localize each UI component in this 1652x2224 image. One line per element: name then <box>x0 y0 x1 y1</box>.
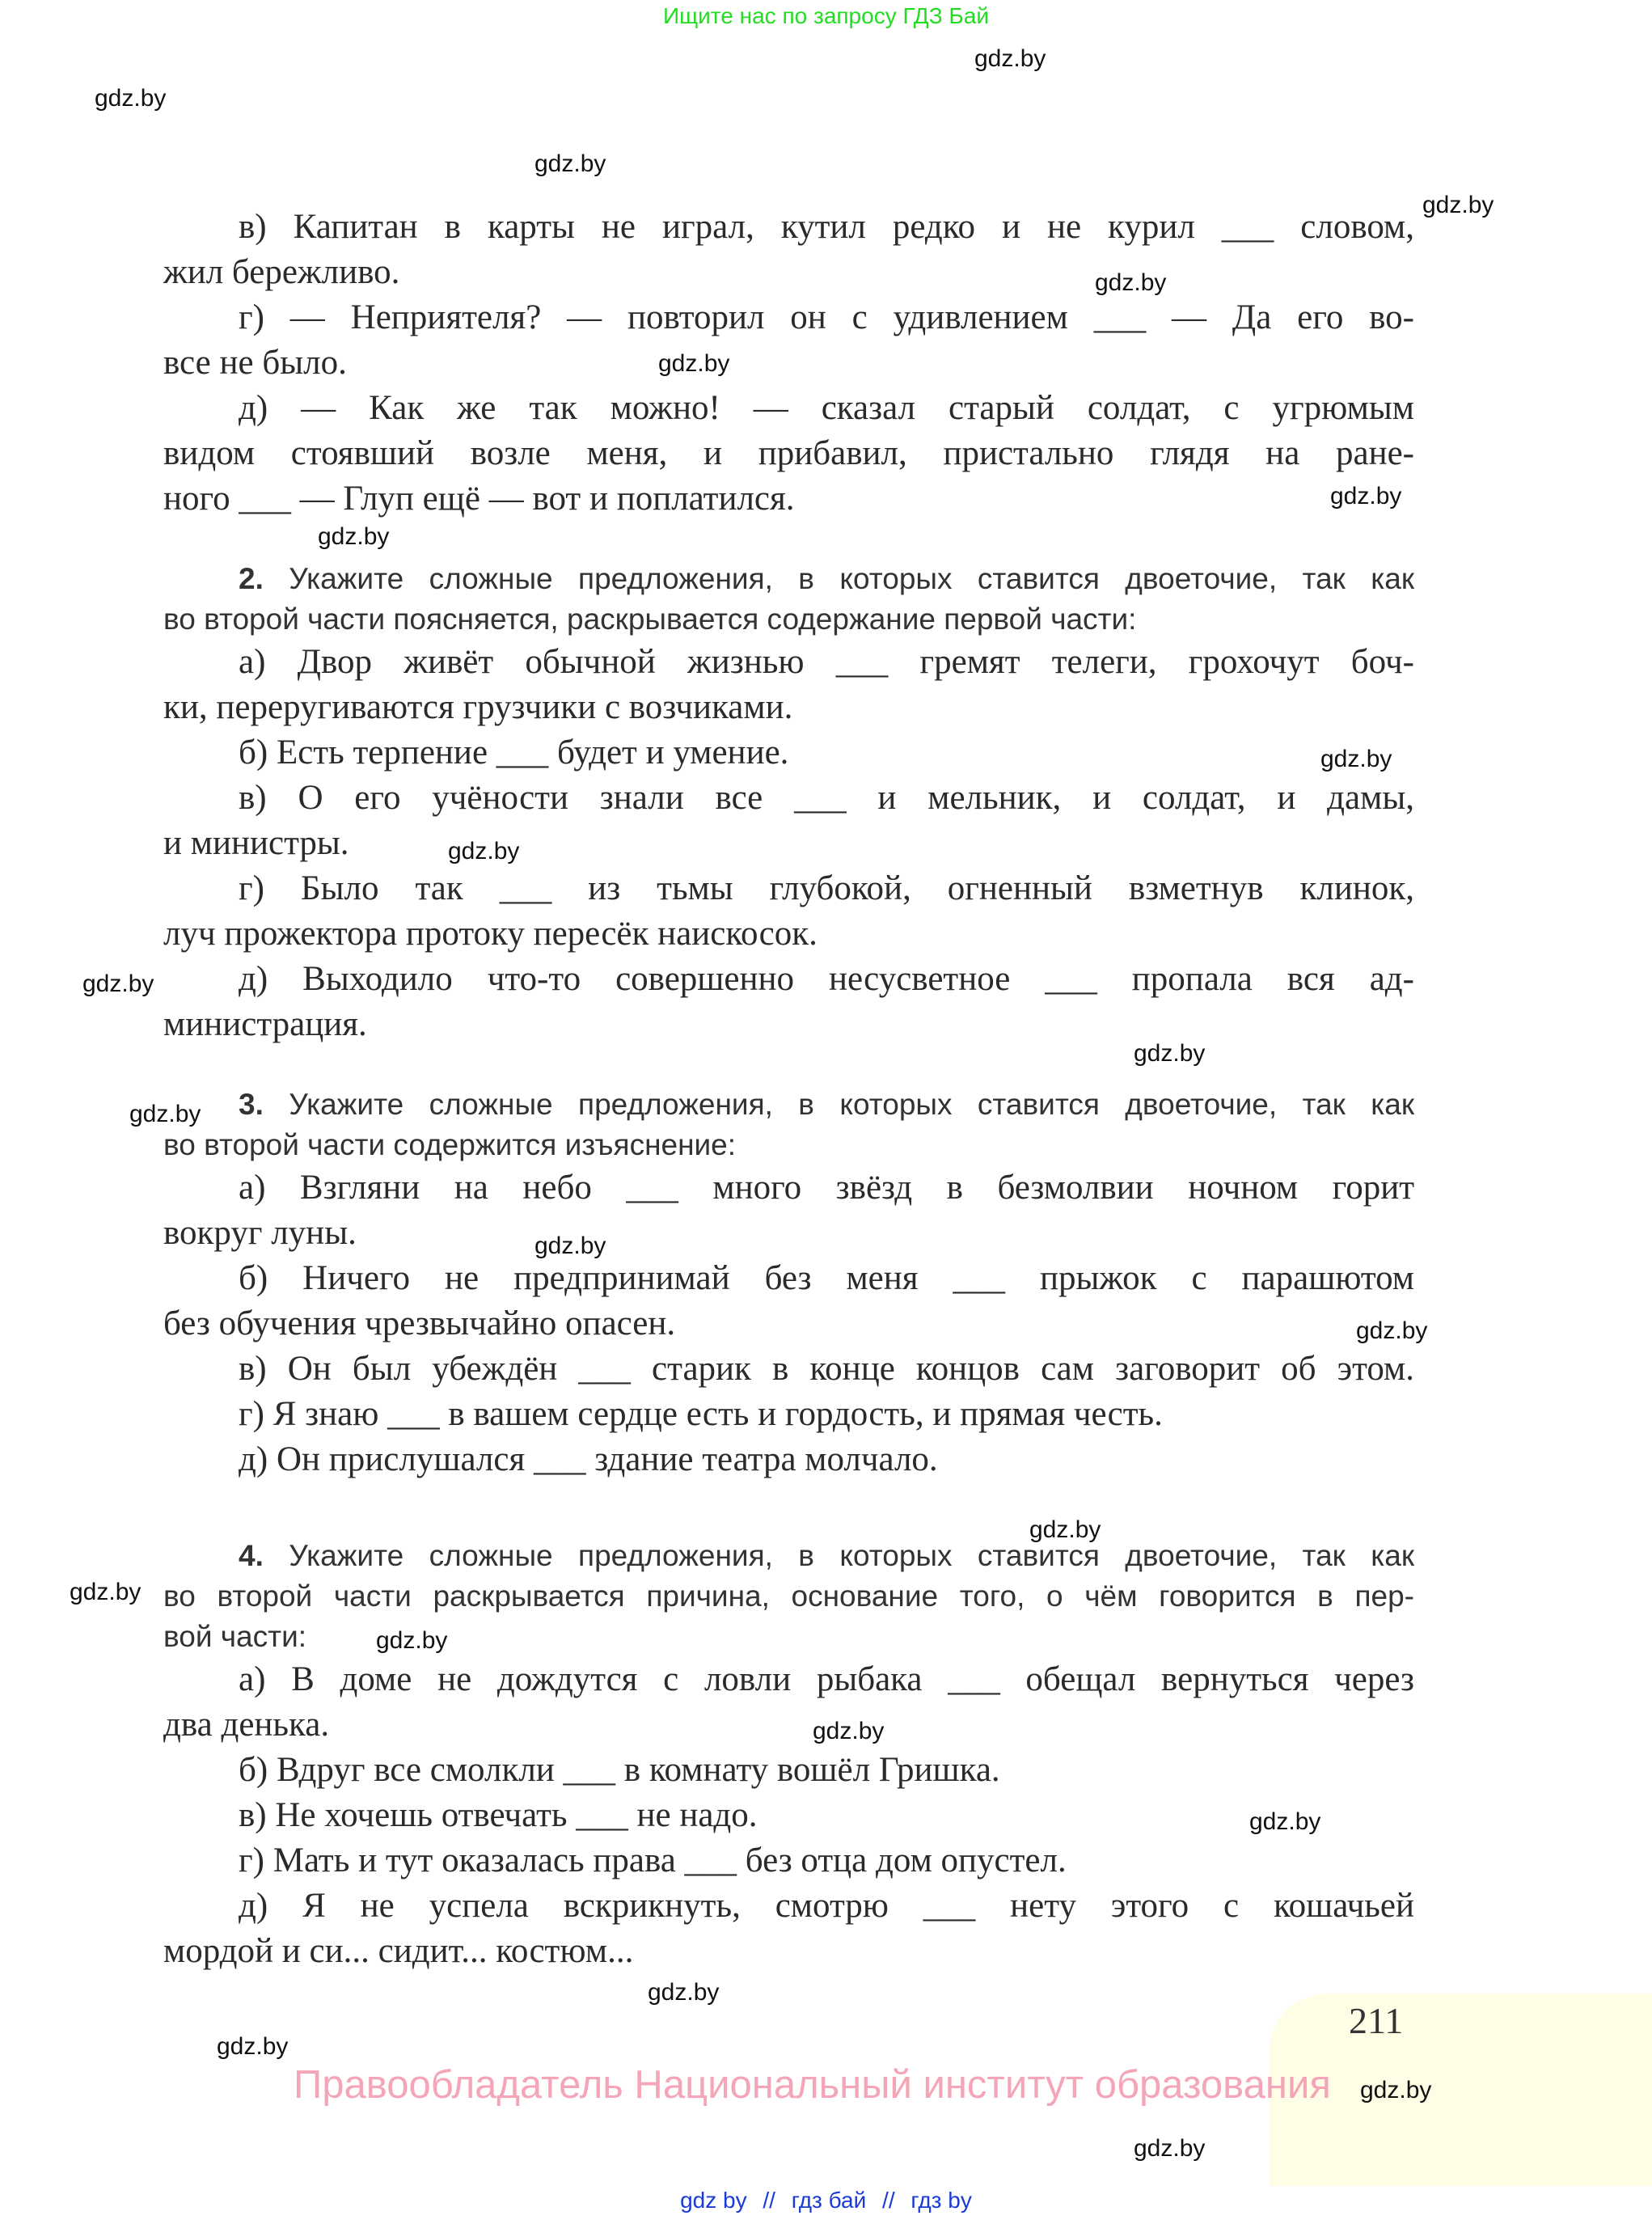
sentence-line: д) Выходило что-то совершенно несусветное ___ пропала вся ад- <box>239 960 1414 998</box>
sentence-line: д) Он прислушался ___ здание театра молчало. <box>239 1440 938 1478</box>
footer-separator: // <box>763 2188 775 2213</box>
footer-link-gdz-by[interactable]: gdz by <box>680 2188 747 2213</box>
watermark-text: gdz.by <box>1134 2135 1206 2162</box>
watermark-text: gdz.by <box>376 1627 448 1654</box>
sentence-line: а) Взгляни на небо ___ много звёзд в безмолвии ночном горит <box>239 1169 1414 1207</box>
page-number: 211 <box>1349 2000 1404 2041</box>
watermark-text: gdz.by <box>1249 1808 1321 1835</box>
exercise-content <box>163 205 1414 1974</box>
footer-link-gdz-by-2[interactable]: гдз by <box>911 2188 972 2213</box>
sentence-line: г) Мать и тут оказалась права ___ без отца дом опустел. <box>239 1841 1067 1879</box>
sentence-line: г) Было так ___ из тьмы глубокой, огненный взметнув клинок, <box>239 869 1414 907</box>
sentence-line: луч прожектора протоку пересёк наискосок. <box>163 915 818 953</box>
watermark-text: gdz.by <box>448 838 520 865</box>
copyright-notice: Правообладатель Национальный институт образования <box>294 2063 1331 2107</box>
sentence-line: б) Вдруг все смолкли ___ в комнату вошёл Гришка. <box>239 1751 1000 1789</box>
sentence-line: министрация. <box>163 1005 367 1043</box>
sentence-line: а) В доме не дождутся с ловли рыбака ___ обещал вернуться через <box>239 1660 1414 1698</box>
exercise-section <box>163 1085 1414 1482</box>
task-heading-line <box>163 599 1414 640</box>
watermark-text: gdz.by <box>95 85 167 112</box>
task-heading-line <box>163 1617 1414 1657</box>
watermark-text: gdz.by <box>82 970 154 997</box>
watermark-text: gdz.by <box>318 523 390 550</box>
sentence-line: д) — Как же так можно! — сказал старый солдат, с угрюмым <box>239 389 1414 427</box>
watermark-text: gdz.by <box>1330 483 1402 509</box>
task-heading-line <box>163 1085 1414 1125</box>
sentence-line: видом стоявший возле меня, и прибавил, пристально глядя на ране- <box>163 434 1414 472</box>
sentence-line: г) — Неприятеля? — повторил он с удивлением ___ — Да его во- <box>239 298 1414 336</box>
watermark-text: gdz.by <box>658 350 730 377</box>
task-heading-line <box>163 1125 1414 1165</box>
sentence-line: все не было. <box>163 344 347 382</box>
sentence-line: два денька. <box>163 1706 330 1744</box>
sentence-line: в) Капитан в карты не играл, кутил редко и не курил ___ словом, <box>239 208 1414 246</box>
task-heading-text: Укажите сложные предложения, в которых ставится двоеточие, так как <box>289 562 1415 595</box>
search-hint: Ищите нас по запросу ГДЗ Бай <box>662 3 990 28</box>
sentence-line: в) Не хочешь отвечать ___ не надо. <box>239 1796 758 1834</box>
sentence-line: жил бережливо. <box>163 253 400 291</box>
exercise-section <box>163 559 1414 1047</box>
exercise-section <box>163 1536 1414 1974</box>
watermark-text: gdz.by <box>648 1979 720 2006</box>
task-heading-line <box>163 559 1414 599</box>
sentence-line: б) Ничего не предпринимай без меня ___ прыжок с парашютом <box>239 1259 1414 1297</box>
watermark-text: gdz.by <box>1029 1516 1101 1543</box>
sentence-line: б) Есть терпение ___ будет и умение. <box>239 734 789 772</box>
watermark-text: gdz.by <box>534 1233 606 1259</box>
watermark-text: gdz.by <box>1360 2077 1432 2103</box>
task-heading-text: Укажите сложные предложения, в которых ставится двоеточие, так как <box>289 1088 1415 1121</box>
task-heading-text: во второй части раскрывается причина, основание того, о чём говорится в пер- <box>163 1579 1414 1613</box>
task-heading-line <box>163 1536 1414 1576</box>
watermark-text: gdz.by <box>70 1579 142 1605</box>
sentence-line: г) Я знаю ___ в вашем сердце есть и гордость, и прямая честь. <box>239 1395 1163 1433</box>
task-number: 2. <box>239 562 264 595</box>
sentence-line: в) Он был убеждён ___ старик в конце концов сам заговорит об этом. <box>239 1350 1414 1388</box>
task-number: 3. <box>239 1088 264 1121</box>
task-heading-text: вой части: <box>163 1620 307 1653</box>
watermark-text: gdz.by <box>974 45 1046 72</box>
watermark-text: gdz.by <box>1095 269 1167 296</box>
sentence-line: мордой и си... сидит... костюм... <box>163 1932 634 1970</box>
watermark-text: gdz.by <box>1356 1317 1428 1344</box>
sentence-line: и министры. <box>163 824 349 862</box>
task-heading-text: Укажите сложные предложения, в которых ставится двоеточие, так как <box>289 1539 1415 1572</box>
task-heading-text: во второй части поясняется, раскрывается содержание первой части: <box>163 603 1137 636</box>
task-heading-text: во второй части содержится изъяснение: <box>163 1128 737 1161</box>
sentence-line: а) Двор живёт обычной жизнью ___ гремят телеги, грохочут боч- <box>239 643 1414 681</box>
sentence-line: д) Я не успела вскрикнуть, смотрю ___ нету этого с кошачьей <box>239 1887 1414 1925</box>
watermark-text: gdz.by <box>1320 746 1392 772</box>
exercise-section <box>163 205 1414 522</box>
watermark-text: gdz.by <box>813 1718 885 1744</box>
sentence-line: ного ___ — Глуп ещё — вот и поплатился. <box>163 480 795 518</box>
footer-separator: // <box>882 2188 895 2213</box>
sentence-line: вокруг луны. <box>163 1214 357 1252</box>
watermark-text: gdz.by <box>1422 192 1494 218</box>
task-heading-line <box>163 1576 1414 1617</box>
watermark-text: gdz.by <box>217 2033 289 2060</box>
footer-links <box>0 2188 1652 2213</box>
task-number: 4. <box>239 1539 264 1572</box>
watermark-text: gdz.by <box>534 150 606 177</box>
footer-link-gdz-bai[interactable]: гдз бай <box>791 2188 867 2213</box>
watermark-text: gdz.by <box>129 1101 201 1127</box>
sentence-line: в) О его учёности знали все ___ и мельник, и солдат, и дамы, <box>239 779 1414 817</box>
watermark-text: gdz.by <box>1134 1040 1206 1067</box>
sentence-line: ки, переругиваются грузчики с возчиками. <box>163 688 793 726</box>
sentence-line: без обучения чрезвычайно опасен. <box>163 1304 676 1342</box>
